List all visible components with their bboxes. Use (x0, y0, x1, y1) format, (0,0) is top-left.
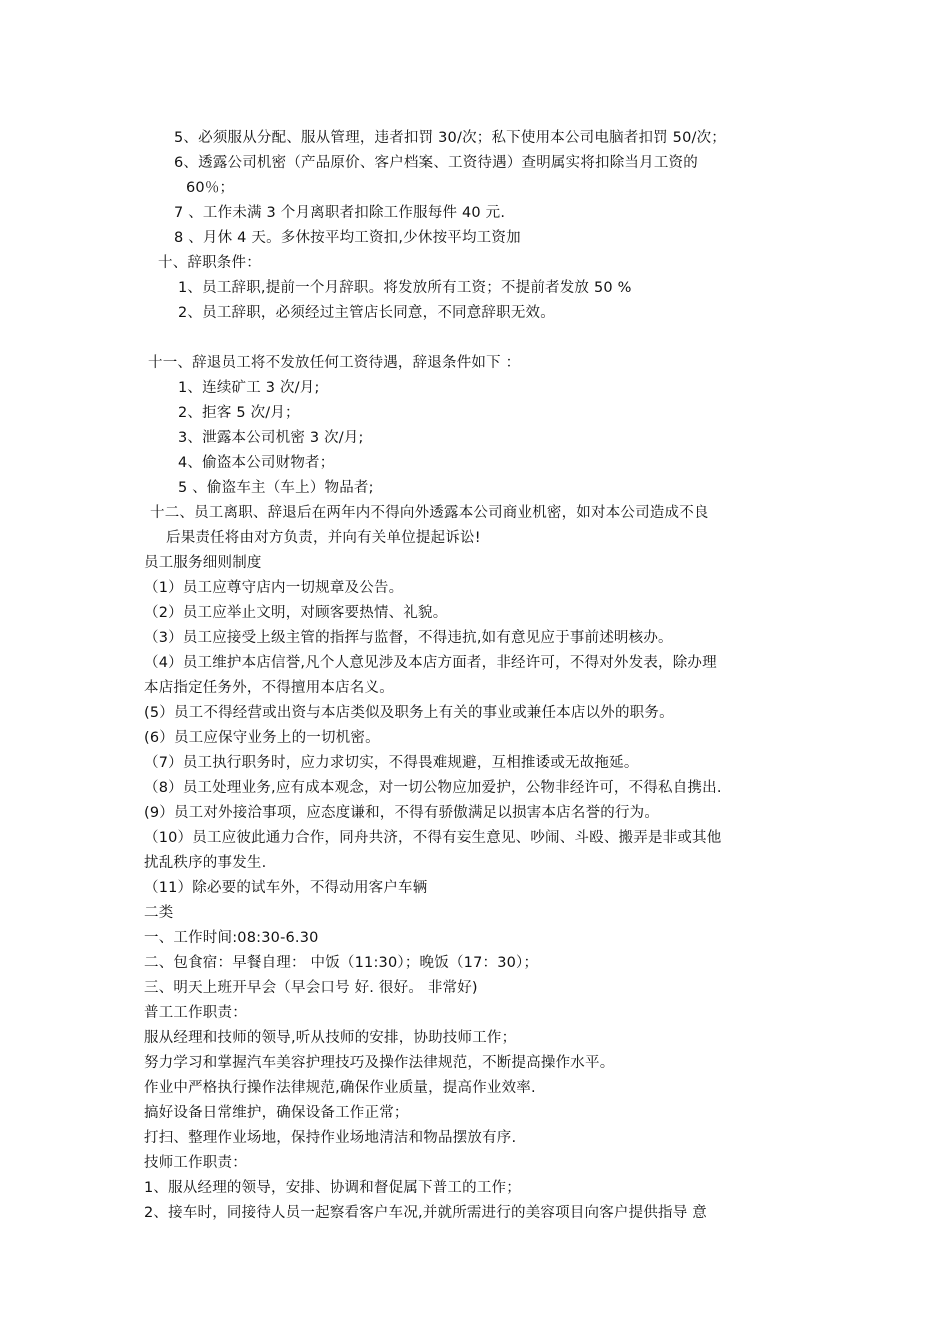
section-10-item-2: 2、员工辞职，必须经过主管店长同意，不同意辞职无效。 (178, 305, 555, 321)
service-rule-2: （2）员工应举止文明，对顾客要热情、礼貌。 (144, 605, 448, 621)
service-rule-1: （1）员工应尊守店内一切规章及公告。 (144, 580, 404, 596)
section-11-item-1: 1、连续矿工 3 次/月; (178, 380, 320, 396)
section-11-item-5: 5 、偷盗车主（车上）物品者; (178, 480, 374, 496)
service-rule-3: （3）员工应接受上级主管的指挥与监督，不得违抗,如有意见应于事前述明核办。 (144, 630, 673, 646)
section-11-item-4: 4、偷盗本公司财物者； (178, 455, 335, 471)
technician-duty-2: 2、接车时，同接待人员一起察看客户车况,并就所需进行的美容项目向客户提供指导 意 (144, 1205, 707, 1221)
rule-6-line: 6、透露公司机密（产品原价、客户档案、工资待遇）查明属实将扣除当月工资的 (174, 155, 698, 171)
worker-duty-2: 努力学习和掌握汽车美容护理技巧及操作法律规范，不断提高操作水平。 (144, 1055, 615, 1071)
service-rule-6: (6）员工应保守业务上的一切机密。 (144, 730, 380, 746)
rule-6-continuation: 60％； (186, 180, 235, 196)
service-rule-10: （10）员工应彼此通力合作，同舟共济，不得有妄生意见、吵闹、斗殴、搬弄是非或其他 (144, 830, 722, 846)
rule-8-line: 8 、月休 4 天。多休按平均工资扣,少休按平均工资加 (174, 230, 521, 246)
worker-duty-3: 作业中严格执行操作法律规范,确保作业质量，提高作业效率. (144, 1080, 536, 1096)
category-two-heading: 二类 (144, 905, 174, 921)
worker-duty-5: 打扫、整理作业场地，保持作业场地清洁和物品摆放有序. (144, 1130, 517, 1146)
service-rule-4: （4）员工维护本店信誉,凡个人意见涉及本店方面者，非经许可，不得对外发表，除办理 (144, 655, 717, 671)
worker-duties-heading: 普工工作职责： (144, 1005, 247, 1021)
service-rule-9: (9）员工对外接洽事项，应态度谦和，不得有骄傲满足以损害本店名誉的行为。 (144, 805, 660, 821)
work-hours-line: 一、工作时间:08:30-6.30 (144, 930, 319, 946)
section-11-heading: 十一、辞退员工将不发放任何工资待遇，辞退条件如下 ： (148, 355, 521, 371)
morning-meeting-line: 三、明天上班开早会（早会口号 好. 很好。 非常好) (144, 980, 478, 996)
section-11-item-3: 3、泄露本公司机密 3 次/月; (178, 430, 364, 446)
rule-5-line: 5、必须服从分配、服从管理，违者扣罚 30/次；私下使用本公司电脑者扣罚 50/次； (174, 130, 727, 146)
worker-duty-1: 服从经理和技师的领导,听从技师的安排，协助技师工作； (144, 1030, 517, 1046)
section-12-line: 十二、员工离职、辞退后在两年内不得向外透露本公司商业机密，如对本公司造成不良 (150, 505, 709, 521)
section-12-continuation: 后果责任将由对方负责，并向有关单位提起诉讼! (166, 530, 481, 546)
meals-line: 二、包食宿：早餐自理： 中饭（11:30）；晚饭（17：30）； (144, 955, 539, 971)
rule-7-line: 7 、工作未满 3 个月离职者扣除工作服每件 40 元. (174, 205, 506, 221)
technician-duties-heading: 技师工作职责： (144, 1155, 247, 1171)
service-rule-4-continuation: 本店指定任务外，不得擅用本店名义。 (144, 680, 394, 696)
service-rule-11: （11）除必要的试车外，不得动用客户车辆 (144, 880, 428, 896)
section-10-heading: 十、辞职条件： (158, 255, 261, 271)
service-rule-7: （7）员工执行职务时，应力求切实，不得畏难规避，互相推诿或无故拖延。 (144, 755, 639, 771)
service-rule-10-continuation: 扰乱秩序的事发生. (144, 855, 267, 871)
service-rule-5: (5）员工不得经营或出资与本店类似及职务上有关的事业或兼任本店以外的职务。 (144, 705, 674, 721)
service-rules-heading: 员工服务细则制度 (144, 555, 262, 571)
section-11-item-2: 2、拒客 5 次/月； (178, 405, 300, 421)
technician-duty-1: 1、服从经理的领导，安排、协调和督促属下普工的工作； (144, 1180, 521, 1196)
section-10-item-1: 1、员工辞职,提前一个月辞职。将发放所有工资；不提前者发放 50 % (178, 280, 632, 296)
service-rule-8: （8）员工处理业务,应有成本观念，对一切公物应加爱护，公物非经许可，不得私自携出. (144, 780, 722, 796)
worker-duty-4: 搞好设备日常维护，确保设备工作正常； (144, 1105, 409, 1121)
